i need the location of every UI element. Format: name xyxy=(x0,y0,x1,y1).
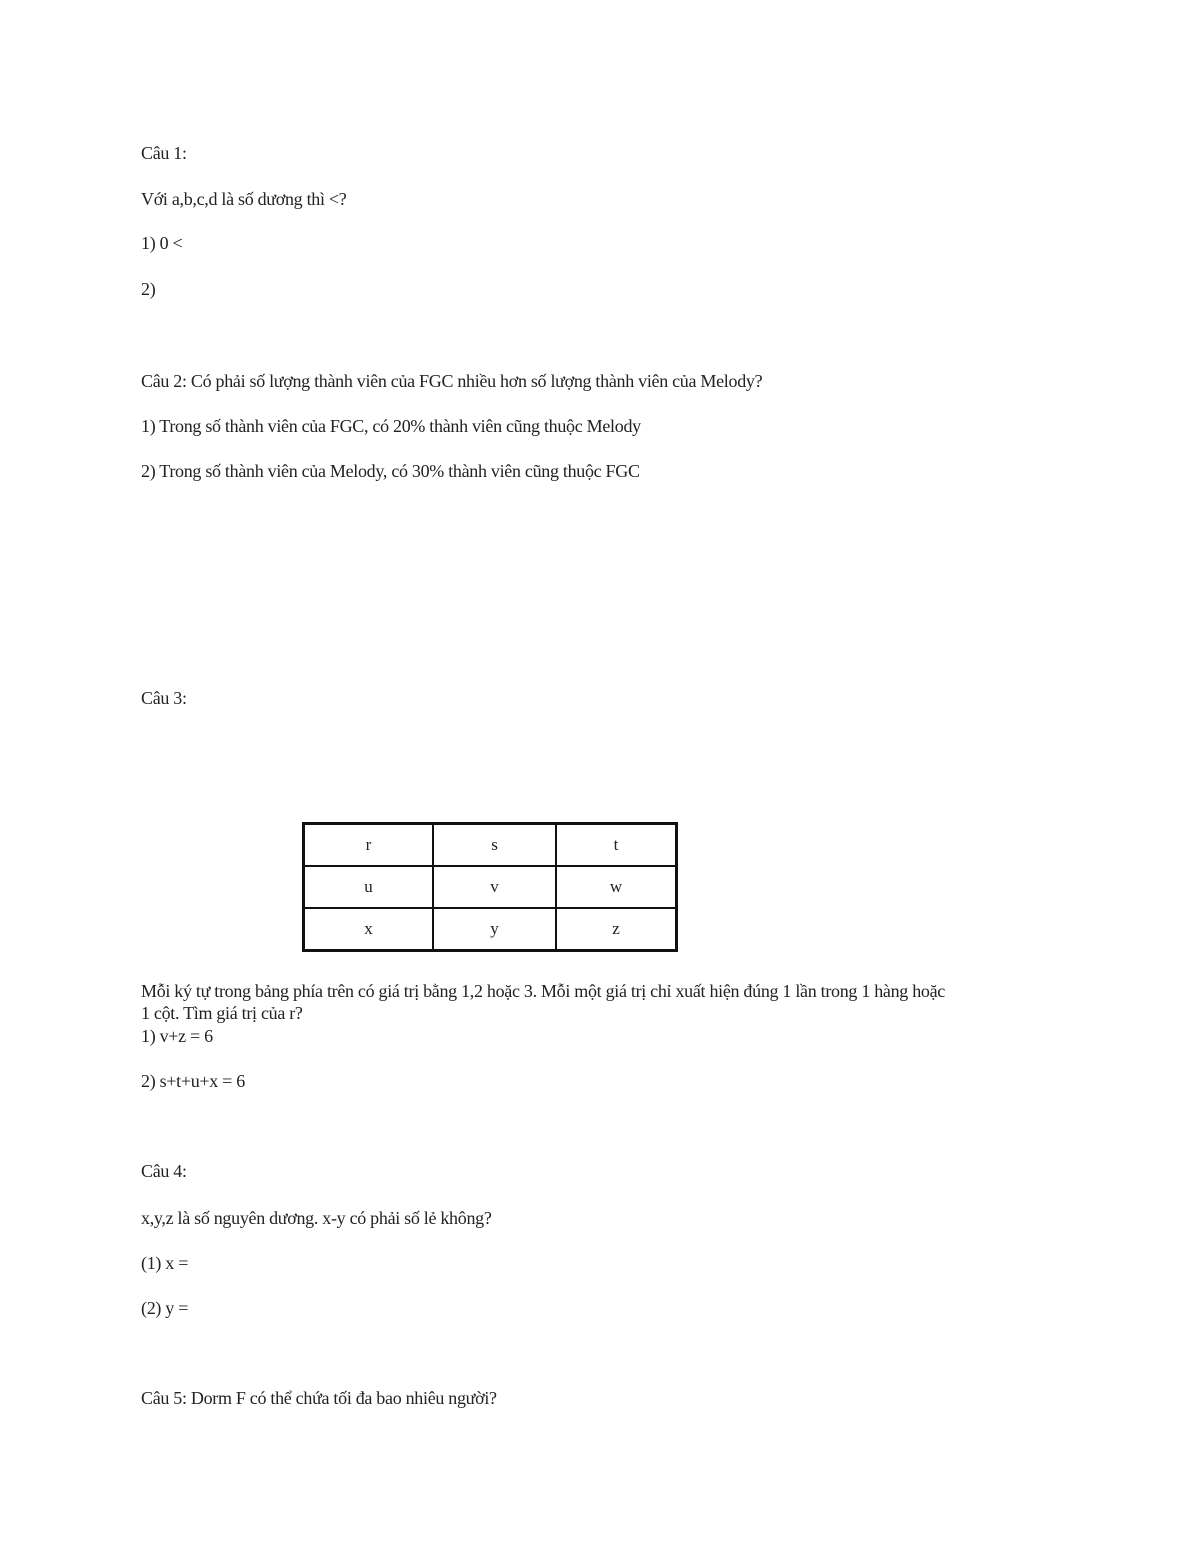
q4-statement-2: (2) y = xyxy=(141,1298,189,1318)
table-cell: x xyxy=(304,908,434,951)
q3-statement-1: 1) v+z = 6 xyxy=(141,1026,213,1046)
table-cell: w xyxy=(556,866,677,908)
q2-statement-1: 1) Trong số thành viên của FGC, có 20% thành viên cũng thuộc Melody xyxy=(141,416,641,436)
q3-statement-2: 2) s+t+u+x = 6 xyxy=(141,1071,245,1091)
q4-question: x,y,z là số nguyên dương. x-y có phải số lẻ không? xyxy=(141,1208,492,1228)
table-row xyxy=(304,866,677,908)
q2-statement-2: 2) Trong số thành viên của Melody, có 30% thành viên cũng thuộc FGC xyxy=(141,461,640,481)
letter-grid-table xyxy=(302,822,678,952)
q1-statement-2: 2) xyxy=(141,279,156,299)
q4-title: Câu 4: xyxy=(141,1161,187,1181)
q1-statement-1: 1) 0 < xyxy=(141,233,183,253)
q4-statement-1: (1) x = xyxy=(141,1253,189,1273)
table-cell: r xyxy=(304,824,434,867)
table-cell: u xyxy=(304,866,434,908)
q3-title: Câu 3: xyxy=(141,688,187,708)
q2-question: Câu 2: Có phải số lượng thành viên của FGC nhiều hơn số lượng thành viên của Melody? xyxy=(141,371,763,391)
table-cell: y xyxy=(433,908,556,951)
table-row xyxy=(304,824,677,867)
q3-question-line-1: Mỗi ký tự trong bảng phía trên có giá trị bằng 1,2 hoặc 3. Mỗi một giá trị chỉ xuất hiện đúng 1 lần trong 1 hàng hoặc xyxy=(141,981,945,1001)
q5-question: Câu 5: Dorm F có thể chứa tối đa bao nhiêu người? xyxy=(141,1388,497,1408)
table-cell: v xyxy=(433,866,556,908)
table-row xyxy=(304,908,677,951)
q1-question: Với a,b,c,d là số dương thì <? xyxy=(141,189,347,209)
q1-title: Câu 1: xyxy=(141,143,187,163)
table-cell: s xyxy=(433,824,556,867)
q3-question-line-2: 1 cột. Tìm giá trị của r? xyxy=(141,1003,303,1023)
table-cell: z xyxy=(556,908,677,951)
table-cell: t xyxy=(556,824,677,867)
